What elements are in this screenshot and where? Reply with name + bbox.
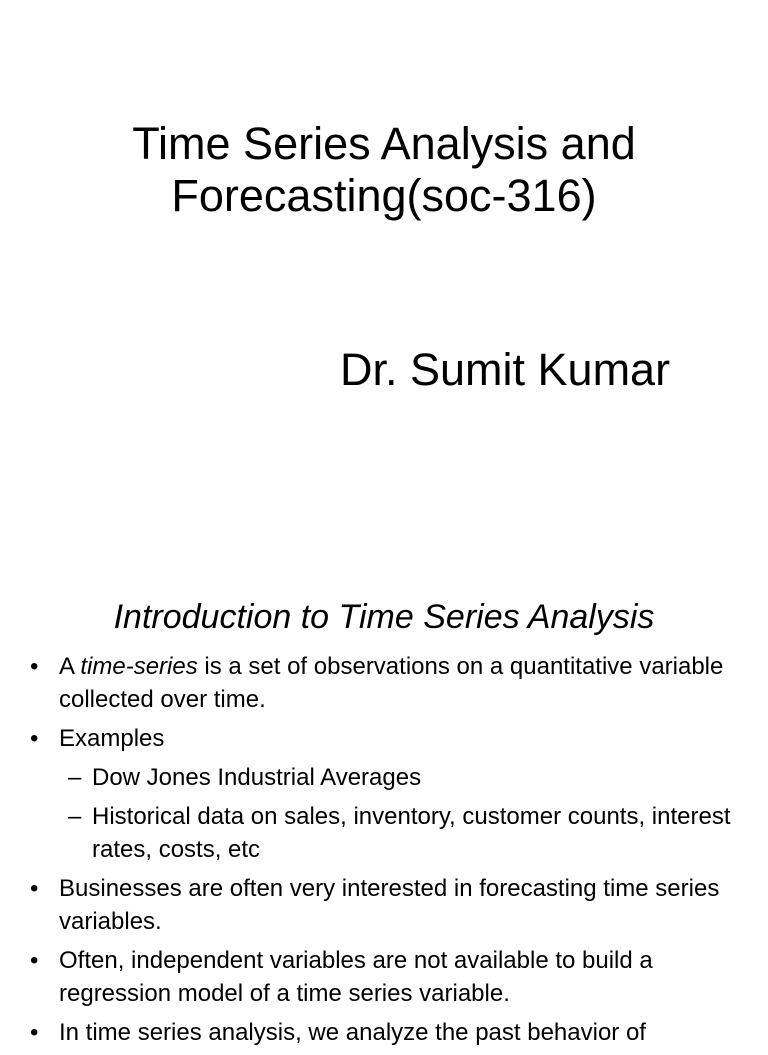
bullet-marker: • [30, 947, 39, 974]
bullet-text: Often, independent variables are not available to build a regression model of a time series variable. [59, 947, 653, 1007]
bullet-text-emphasis: time-series [80, 653, 198, 680]
bullet-text-suffix: is a set of observations on a quantitative variable collected over time. [59, 653, 724, 713]
bullet-marker: • [30, 725, 39, 752]
sub-bullet-marker: – [68, 764, 82, 791]
bullet-marker: • [30, 875, 39, 902]
sub-bullet-marker: – [68, 803, 82, 830]
bullet-marker: • [30, 1019, 39, 1046]
bullet-item-businesses [30, 872, 750, 938]
sub-bullet-historical-data [30, 800, 750, 866]
bullet-text: Businesses are often very interested in forecasting time series variables. [59, 875, 720, 935]
intro-slide [0, 576, 768, 1046]
presentation-title [0, 118, 768, 222]
title-line-1: Time Series Analysis and [132, 118, 636, 169]
sub-bullet-dow-jones [30, 761, 750, 794]
bullet-list [30, 650, 750, 1055]
bullet-marker: • [30, 653, 39, 680]
title-line-2: Forecasting(soc-316) [171, 170, 597, 221]
bullet-item-definition [30, 650, 750, 716]
bullet-item-past-behavior [30, 1016, 750, 1049]
sub-bullet-text: Historical data on sales, inventory, customer counts, interest rates, costs, etc [92, 803, 731, 863]
bullet-text-prefix: A [59, 653, 81, 680]
bullet-text: Examples [59, 725, 165, 752]
author-name: Dr. Sumit Kumar [340, 344, 671, 395]
sub-bullet-text: Dow Jones Industrial Averages [92, 764, 422, 791]
bullet-item-examples [30, 722, 750, 755]
bullet-text: In time series analysis, we analyze the past behavior of [59, 1019, 646, 1046]
slide-heading: Introduction to Time Series Analysis [113, 598, 655, 636]
bullet-item-independent-variables [30, 944, 750, 1010]
